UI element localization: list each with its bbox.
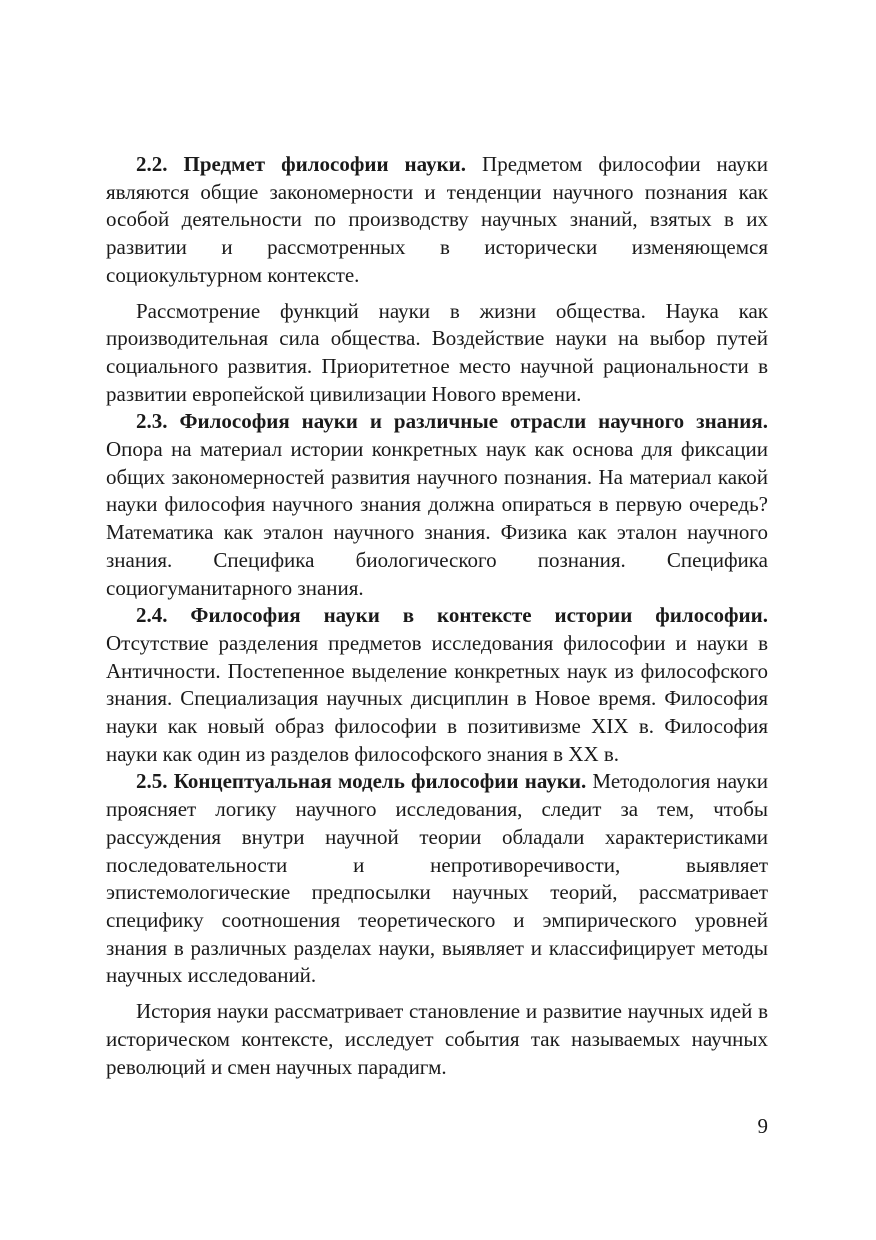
section-heading-2-4: 2.4. Философия науки в контексте истории философии. (136, 603, 768, 628)
page-body (106, 151, 768, 1081)
paragraph-2-4 (106, 602, 768, 768)
paragraph-text: Методология науки проясняет логику научного исследования, следит за тем, чтобы рассуждения внутри научной теории обладали характеристиками последовательности и непротиворечивости, выявляет эпистемологические предпосылки научных теорий, рассматривает специфику соотношения теоретического и эмпирического уровней знания в различных разделах науки, выявляет и классифицирует методы научных исследований. (106, 769, 768, 988)
section-heading-2-3: 2.3. Философия науки и различные отрасли научного знания. (136, 409, 768, 434)
paragraph-text: Отсутствие разделения предметов исследования философии и науки в Античности. Постепенное выделение конкретных наук из философского знания. Специализация научных дисциплин в Новое время. Философия науки как новый образ философии в позитивизме XIX в. Философия науки как один из разделов философского знания в XX в. (106, 630, 768, 766)
paragraph-science-functions (106, 298, 768, 409)
paragraph-history-of-science (106, 998, 768, 1081)
paragraph-text: Предметом философии науки являются общие закономерности и тенденции научного познания как особой деятельности по производству научных знаний, взятых в их развитии и рассмотренных в исторически изменяющемся социокультурном контексте. (106, 152, 768, 287)
paragraph-2-2 (106, 151, 768, 290)
section-heading-2-5: 2.5. Концептуальная модель философии науки. (136, 769, 587, 794)
paragraph-text: Рассмотрение функций науки в жизни общества. Наука как производительная сила общества. Воздействие науки на выбор путей социального развития. Приоритетное место научной рациональности в развитии европейской цивилизации Нового времени. (106, 298, 768, 406)
section-heading-2-2: 2.2. Предмет философии науки. (136, 152, 467, 176)
paragraph-text: История науки рассматривает становление и развитие научных идей в историческом контексте, исследует события так называемых научных революций и смен научных парадигм. (106, 999, 768, 1079)
page-number: 9 (757, 1114, 768, 1138)
paragraph-text: Опора на материал истории конкретных наук как основа для фиксации общих закономерностей развития научного познания. На материал какой науки философия научного знания должна опираться в первую очередь? Математика как эталон научного знания. Физика как эталон научного знания. Специфика биологического познания. Специфика социогуманитарного знания. (106, 437, 768, 600)
paragraph-2-5 (106, 768, 768, 990)
paragraph-2-3 (106, 408, 768, 602)
